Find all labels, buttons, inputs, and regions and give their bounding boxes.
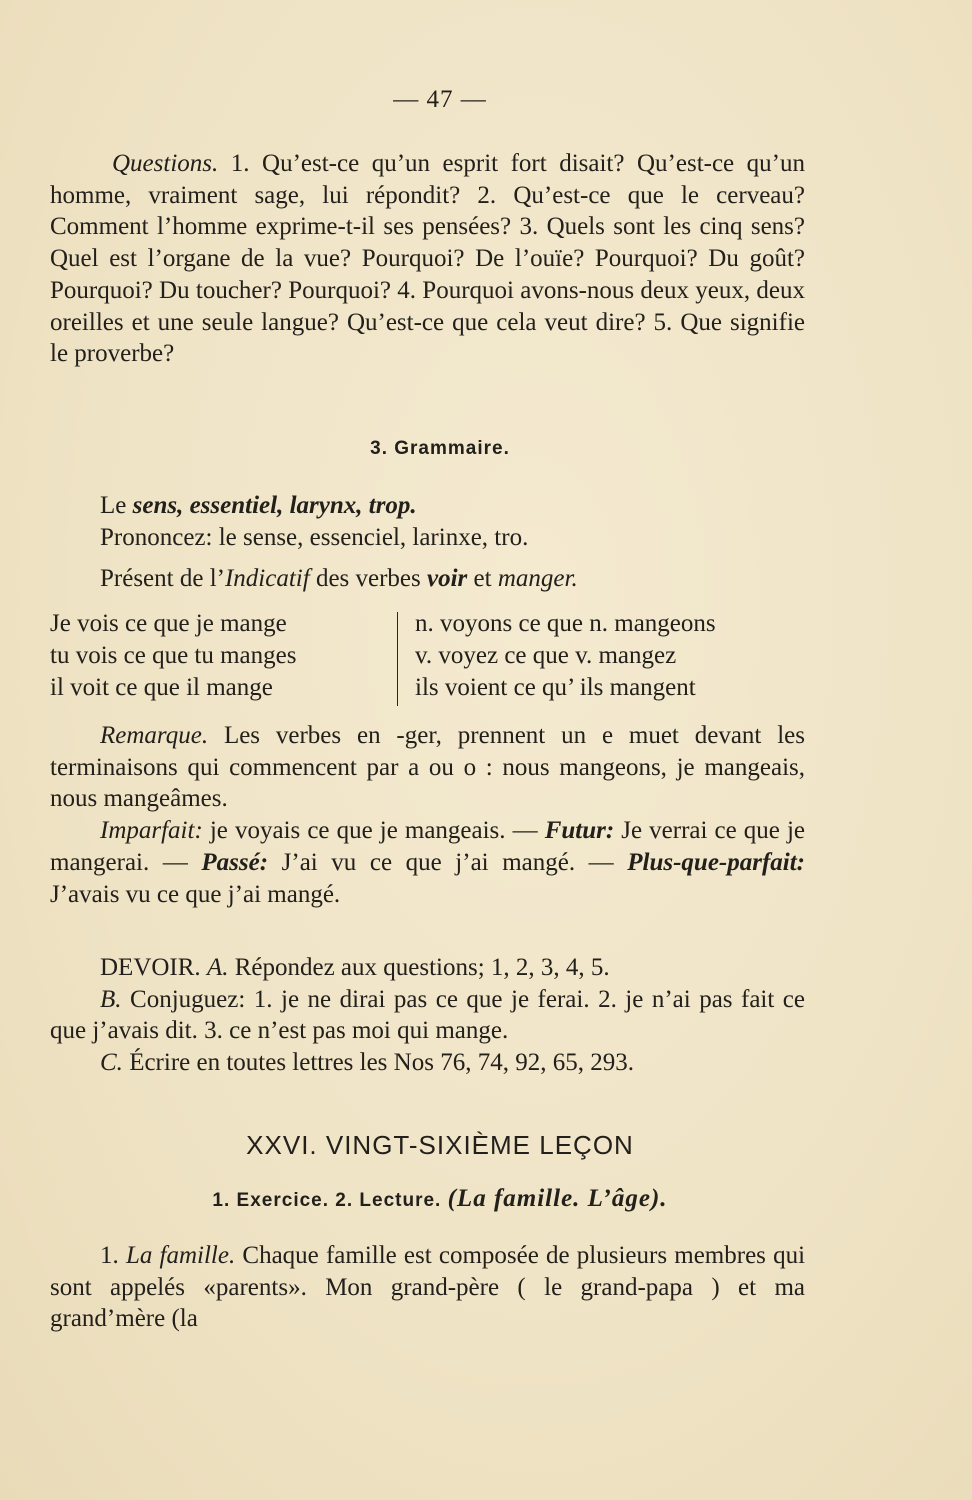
devoir-b-label: B. xyxy=(100,985,122,1013)
tenses-paragraph xyxy=(50,815,805,910)
questions-label: Questions. xyxy=(112,150,219,177)
word-list-prefix: Le xyxy=(100,492,127,519)
conjugation-divider xyxy=(397,612,398,706)
lesson-subtitle-italic: (La famille. L’âge). xyxy=(447,1185,668,1212)
lesson-subtitle xyxy=(0,1185,880,1213)
imparfait-text: je voyais ce que je mangeais. — xyxy=(209,817,538,845)
conj-row: ils voient ce qu’ ils mangent xyxy=(415,674,696,701)
questions-text: 1. Qu’est-ce qu’un esprit fort disait? Qu’est-ce qu’un homme, vraiment sage, lui répondit? 2. Qu’est-ce que le cerveau? Comment l’homme exprime-t-il ses pensées? 3. Quels sont les cinq sens? Quel est l’organe de la vue? Pourquoi? De l’ouïe? Pourquoi? Du goût? Pourquoi? Du toucher? Pourquoi? 4. Pourquoi avons-nous deux yeux, deux oreilles et une seule langue? Qu’est-ce que cela veut dire? 5. Que signifie le proverbe? xyxy=(50,150,805,368)
devoir-a-text: Répondez aux questions; 1, 2, 3, 4, 5. xyxy=(234,954,610,981)
futur-text: Je verrai ce que je mangerai. — xyxy=(50,817,805,876)
devoir-block xyxy=(50,952,805,1079)
grammaire-block xyxy=(50,490,805,595)
remarque-block xyxy=(50,720,805,910)
verb-voir: voir xyxy=(427,565,468,593)
questions-paragraph xyxy=(50,148,805,370)
conjugation-singular xyxy=(50,608,390,704)
remarque-text: Les verbes en -ger, prennent un e muet devant les terminaisons qui commencent par a ou o : nous mangeons, je mangeais, nous mangeâmes. xyxy=(50,722,805,813)
devoir-c-text: Écrire en toutes lettres les Nos 76, 74, 92, 65, 293. xyxy=(129,1049,634,1077)
famille-number: 1. xyxy=(100,1242,119,1269)
remarque-label: Remarque. xyxy=(100,722,209,749)
lesson-title: XXVI. VINGT-SIXIÈME LEÇON xyxy=(246,1130,634,1160)
devoir-c xyxy=(50,1047,805,1079)
page-number: — 47 — xyxy=(393,86,487,113)
devoir-c-label: C. xyxy=(100,1049,123,1077)
conj-row: tu vois ce que tu manges xyxy=(50,642,297,669)
questions-block xyxy=(50,148,805,370)
conjugation-plural xyxy=(415,608,815,704)
word-list-line xyxy=(50,490,805,522)
passe-text: J’ai vu ce que j’ai mangé. — xyxy=(281,848,614,876)
grammaire-heading: 3. Grammaire. xyxy=(370,438,510,459)
famille-title: La famille. xyxy=(125,1242,236,1269)
word-list: sens, essentiel, larynx, trop. xyxy=(132,492,417,519)
conj-row: il voit ce que il mange xyxy=(50,674,273,701)
famille-block xyxy=(50,1240,805,1335)
devoir-a xyxy=(50,952,805,984)
present-line xyxy=(50,563,805,595)
imparfait-label: Imparfait: xyxy=(100,817,203,845)
devoir-b xyxy=(50,984,805,1047)
devoir-label: DEVOIR. xyxy=(100,954,201,981)
verb-manger: manger. xyxy=(497,565,578,593)
prononcez-line: Prononcez: le sense, essenciel, larinxe, tro. xyxy=(100,523,529,551)
devoir-a-label: A. xyxy=(206,954,229,981)
passe-label: Passé: xyxy=(201,848,269,876)
remarque-paragraph xyxy=(50,720,805,815)
lesson-subtitle-text: 1. Exercice. 2. Lecture. xyxy=(212,1190,442,1211)
devoir-b-text: Conjuguez: 1. je ne dirai pas ce que je ferai. 2. je n’ai pas fait ce que j’avais dit. 3. ce n’est pas moi qui mange. xyxy=(50,985,805,1045)
conj-row: n. voyons ce que n. mangeons xyxy=(415,610,716,637)
pqp-text: J’avais vu ce que j’ai mangé. xyxy=(50,880,341,908)
conj-row: v. voyez ce que v. mangez xyxy=(415,642,677,669)
present-and: et xyxy=(473,565,492,593)
famille-paragraph xyxy=(50,1240,805,1335)
present-mode: Indicatif xyxy=(224,565,310,593)
futur-label: Futur: xyxy=(544,817,615,845)
pqp-label: Plus-que-parfait: xyxy=(627,848,806,876)
present-middle: des verbes xyxy=(315,565,421,593)
conj-row: Je vois ce que je mange xyxy=(50,610,287,637)
present-prefix: Présent de l’ xyxy=(100,565,225,593)
famille-text: Chaque famille est composée de plusieurs membres qui sont appelés «parents». Mon grand-père ( le grand-papa ) et ma grand’mère (la xyxy=(50,1242,806,1333)
